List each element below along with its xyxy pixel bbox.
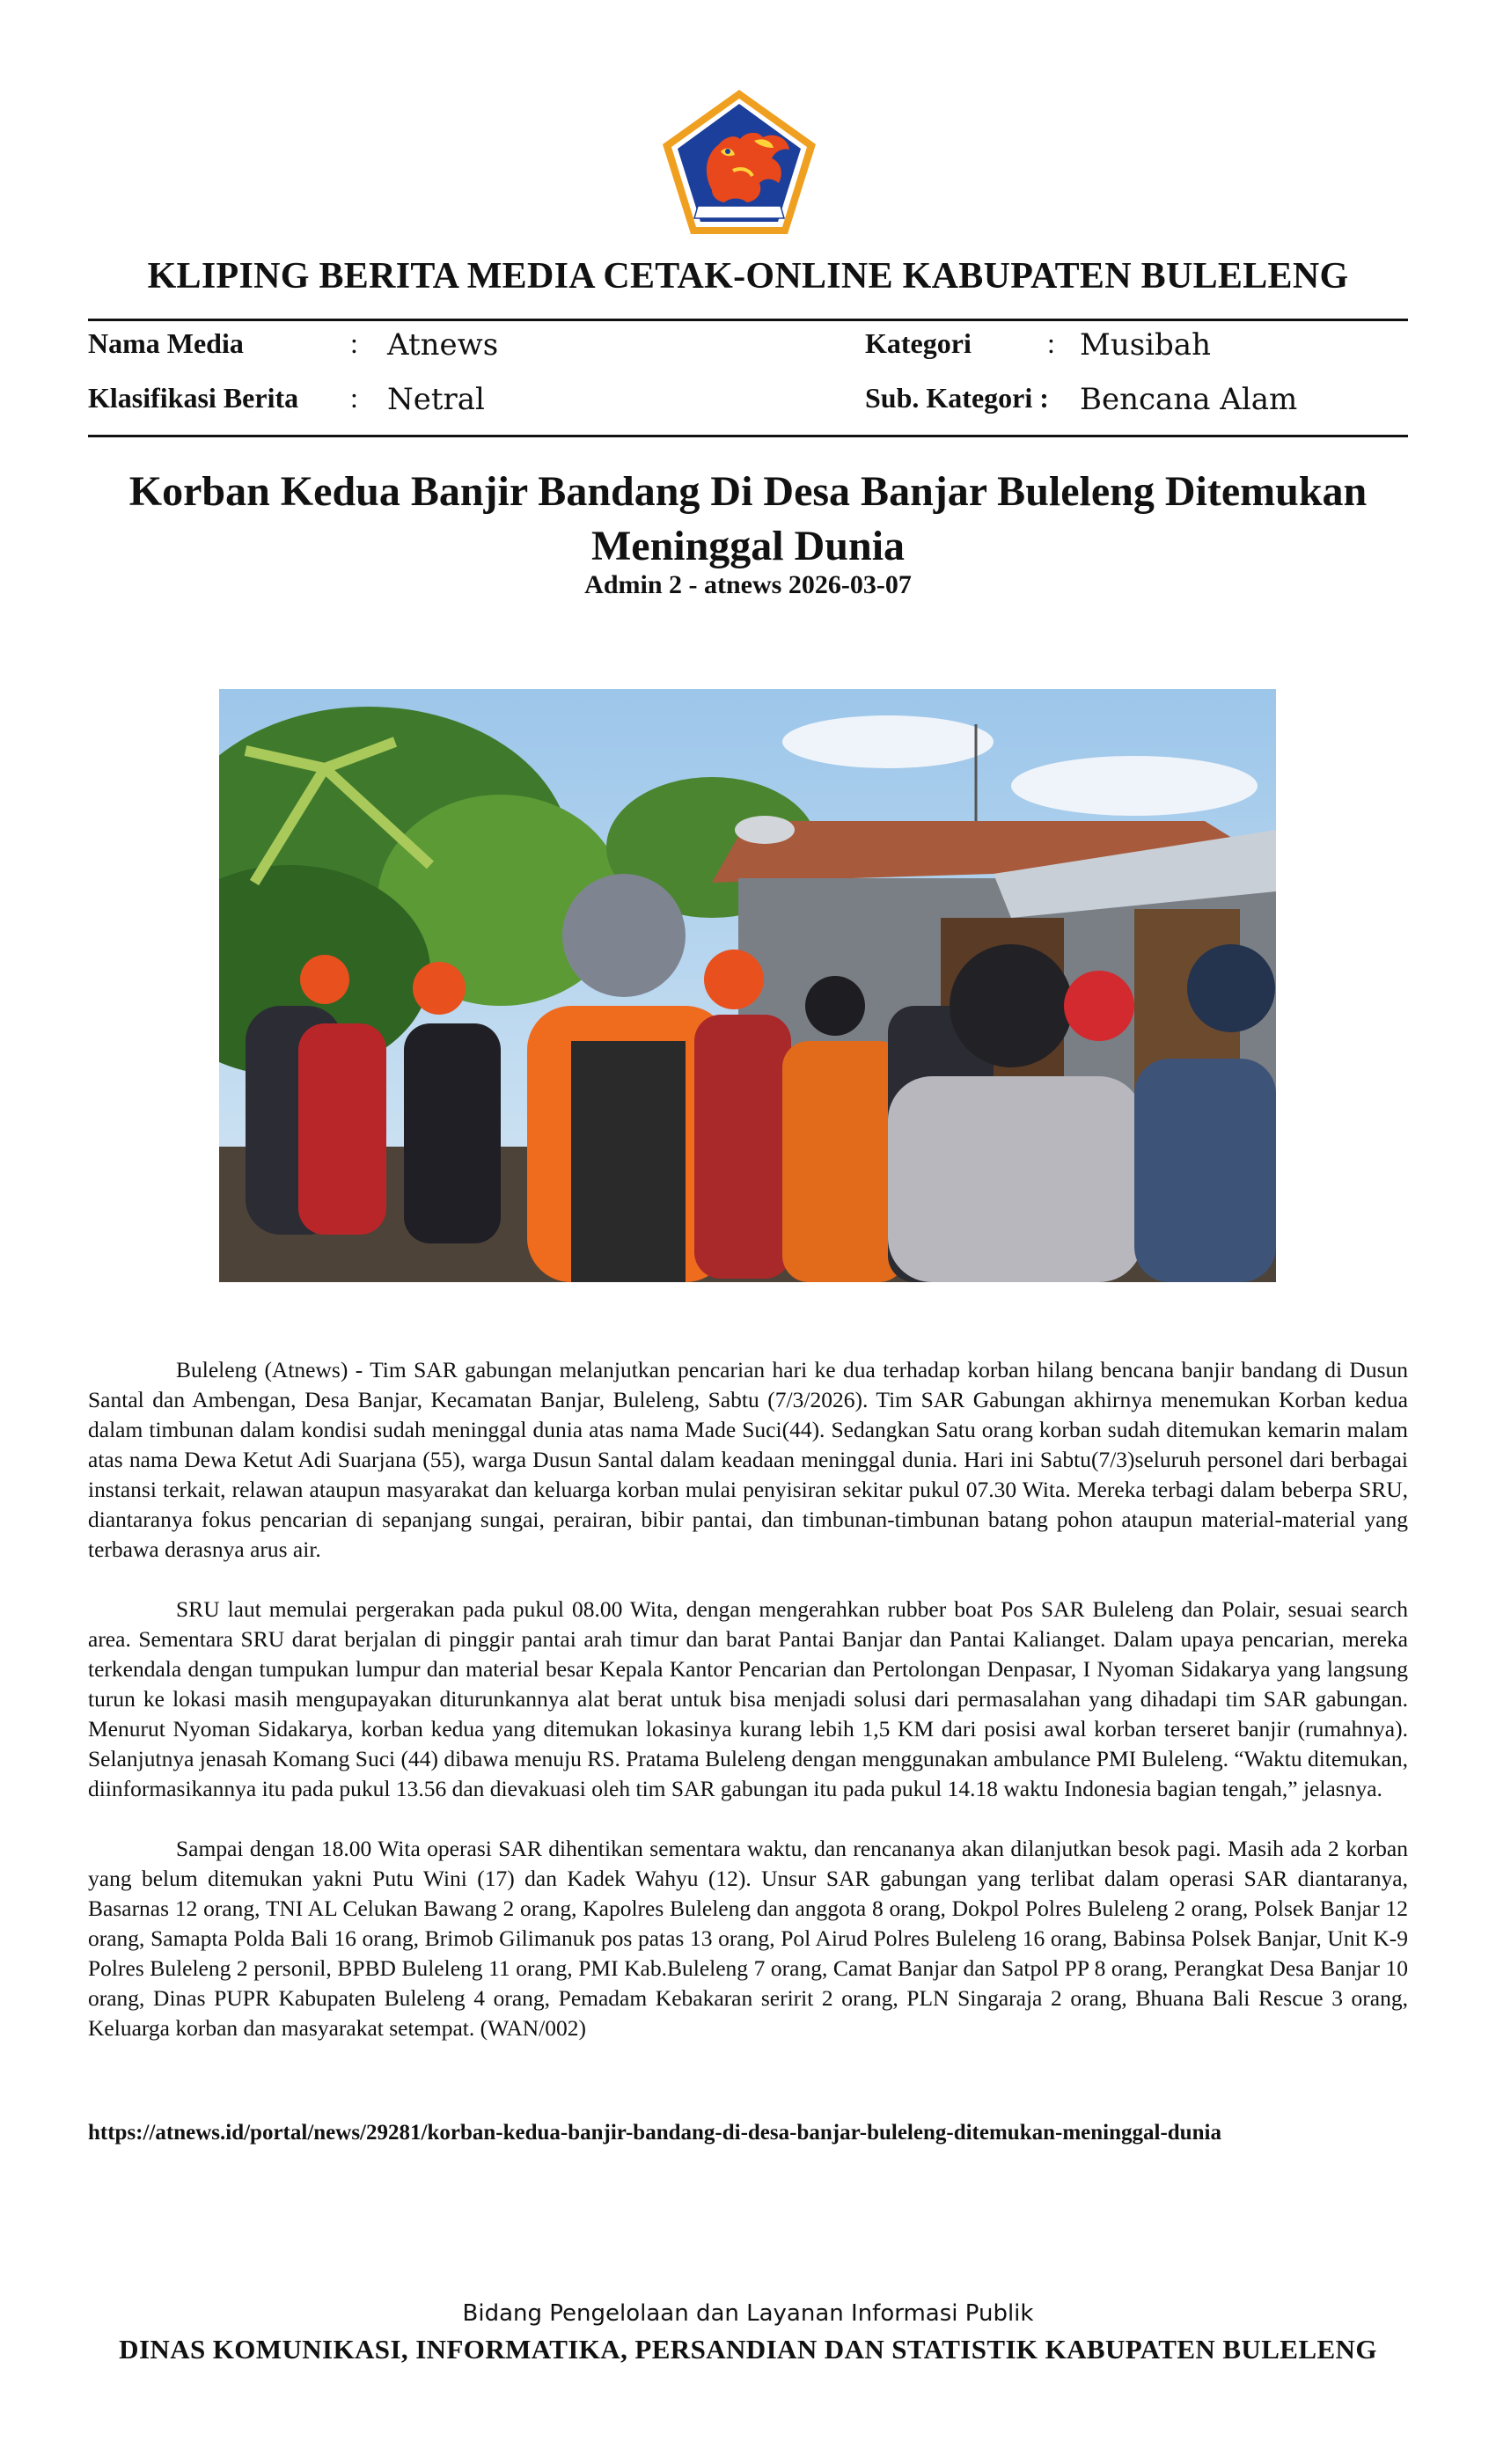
kategori-colon: :	[1047, 327, 1055, 359]
klasifikasi-berita-value: Netral	[387, 382, 485, 417]
article-headline: Korban Kedua Banjir Bandang Di Desa Banjar Buleleng Ditemukan Meninggal Dunia	[128, 468, 1368, 569]
nama-media-label: Nama Media	[88, 327, 244, 359]
nama-media-colon: :	[350, 327, 358, 359]
article-paragraph-2: SRU laut memulai pergerakan pada pukul 08.00 Wita, dengan mengerahkan rubber boat Pos SAR Buleleng dan Polair, sesuai search area. Sementara SRU darat berjalan di pinggir pantai arah timur dan barat Pantai Banjar dan Pantai Kalianget. Dalam upaya pencarian, mereka terkendala dengan tumpukan lumpur dan material besar Kepala Kantor Pencarian dan Pertolongan Denpasar, I Nyoman Sidakarya yang langsung turun ke lokasi masih mengupayakan diturunkannya alat berat untuk bisa menjadi solusi dari permasalahan yang dihadapi tim SAR gabungan. Menurut Nyoman Sidakarya, korban kedua yang ditemukan lokasinya kurang lebih 1,5 KM dari posisi awal korban terseret banjir (rumahnya). Selanjutnya jenasah Komang Suci (44) dibawa menuju RS. Pratama Buleleng dengan menggunakan ambulance PMI Buleleng. “Waktu ditemukan, diinformasikannya itu pada pukul 13.56 dan dievakuasi oleh tim SAR gabungan itu pada pukul 14.18 waktu Indonesia bagian tengah,” jelasnya.	[88, 1596, 1408, 1801]
header-bottom-rule	[88, 435, 1408, 437]
source-url-link[interactable]: https://atnews.id/portal/news/29281/korban-kedua-banjir-bandang-di-desa-banjar-buleleng-ditemukan-meninggal-dunia	[88, 2121, 1221, 2145]
kategori-value: Musibah	[1080, 327, 1211, 363]
sub-kategori-value: Bencana Alam	[1080, 382, 1298, 417]
article-byline: Admin 2 - atnews 2026-03-07	[584, 570, 912, 599]
footer-division: Bidang Pengelolaan dan Layanan Informasi Publik	[462, 2300, 1034, 2327]
article-photo	[219, 689, 1276, 1282]
klasifikasi-colon: :	[350, 382, 358, 414]
article-paragraph-3: Sampai dengan 18.00 Wita operasi SAR dihentikan sementara waktu, dan rencananya akan dilanjutkan besok pagi. Masih ada 2 korban yang belum ditemukan yakni Putu Wini (17) dan Kadek Wahyu (12). Unsur SAR gabungan yang terlibat dalam operasi SAR diantaranya, Basarnas 12 orang, TNI AL Celukan Bawang 2 orang, Kapolres Buleleng dan anggota 8 orang, Dokpol Polres Buleleng 2 orang, Polsek Banjar 12 orang, Samapta Polda Bali 16 orang, Brimob Gilimanuk pos patas 13 orang, Pol Airud Polres Buleleng 16 orang, Babinsa Polsek Banjar, Unit K-9 Polres Buleleng 2 personil, BPBD Buleleng 11 orang, PMI Kab.Buleleng 7 orang, Camat Banjar dan Satpol PP 8 orang, Perangkat Desa Banjar 10 orang, Dinas PUPR Kabupaten Buleleng 4 orang, Pemadam Kebakaran seririt 2 orang, PLN Singaraja 2 orang, Bhuana Bali Rescue 3 orang, Keluarga korban dan masyarakat setempat. (WAN/002)	[88, 1836, 1408, 2041]
kabupaten-emblem-logo	[659, 86, 819, 238]
klasifikasi-berita-label: Klasifikasi Berita	[88, 382, 299, 414]
nama-media-value: Atnews	[387, 327, 499, 363]
article-body	[88, 1355, 1408, 2073]
lion-emblem-icon	[659, 86, 819, 238]
document-title: KLIPING BERITA MEDIA CETAK-ONLINE KABUPATEN BULELENG	[147, 256, 1349, 297]
header-top-rule	[88, 319, 1408, 321]
kategori-label: Kategori	[865, 327, 972, 359]
rescue-team-photo-icon	[219, 689, 1276, 1282]
sub-kategori-label: Sub. Kategori :	[865, 382, 1049, 414]
article-paragraph-1: Buleleng (Atnews) - Tim SAR gabungan melanjutkan pencarian hari ke dua terhadap korban hilang bencana banjir bandang di Dusun Santal dan Ambengan, Desa Banjar, Kecamatan Banjar, Buleleng, Sabtu (7/3/2026). Tim SAR Gabungan akhirnya menemukan Korban kedua dalam timbunan dalam kondisi sudah meninggal dunia atas nama Made Suci(44). Sedangkan Satu orang korban sudah ditemukan kemarin malam atas nama Dewa Ketut Adi Suarjana (55), warga Dusun Santal dalam keadaan meninggal dunia. Hari ini Sabtu(7/3)seluruh personel dari berbagai instansi terkait, relawan ataupun masyarakat dan keluarga korban mulai penyisiran sekitar pukul 07.30 Wita. Mereka terbagi dalam beberpa SRU, diantaranya fokus pencarian di sepanjang sungai, perairan, bibir pantai, dan timbunan-timbunan batang pohon ataupun material-material yang terbawa derasnya arus air.	[88, 1357, 1408, 1562]
footer-agency: DINAS KOMUNIKASI, INFORMATIKA, PERSANDIAN DAN STATISTIK KABUPATEN BULELENG	[119, 2334, 1377, 2365]
